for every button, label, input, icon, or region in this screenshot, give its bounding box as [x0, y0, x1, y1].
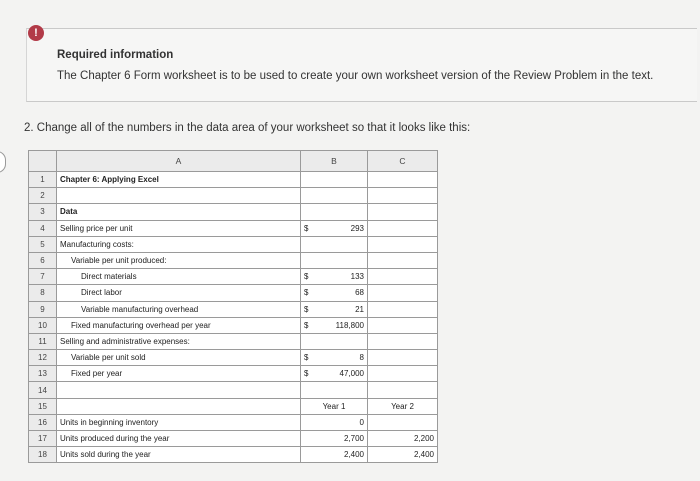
table-row: [29, 220, 438, 236]
cell-c[interactable]: [368, 172, 438, 188]
table-row: [29, 204, 438, 220]
cell-a[interactable]: Data: [57, 204, 301, 220]
table-row: [29, 382, 438, 398]
cell-a[interactable]: Units in beginning inventory: [57, 414, 301, 430]
cell-a[interactable]: Chapter 6: Applying Excel: [57, 172, 301, 188]
table-row: [29, 398, 438, 414]
currency-symbol: $: [304, 223, 309, 233]
cell-b[interactable]: [301, 172, 368, 188]
cell-a[interactable]: Fixed per year: [57, 366, 301, 382]
cell-b-value: 133: [350, 272, 364, 282]
cell-c[interactable]: [368, 285, 438, 301]
row-number: 7: [29, 269, 57, 285]
cell-c[interactable]: [368, 204, 438, 220]
row-number: 12: [29, 350, 57, 366]
row-number: 2: [29, 188, 57, 204]
table-row: [29, 414, 438, 430]
row-number: 8: [29, 285, 57, 301]
cell-a[interactable]: [57, 398, 301, 414]
cell-b[interactable]: [301, 220, 368, 236]
cell-c[interactable]: [368, 252, 438, 268]
cell-b[interactable]: [301, 236, 368, 252]
info-title: Required information: [57, 49, 174, 61]
cell-b[interactable]: [301, 252, 368, 268]
cell-a[interactable]: Selling and administrative expenses:: [57, 333, 301, 349]
cell-b[interactable]: [301, 431, 368, 447]
row-number: 6: [29, 252, 57, 268]
table-row: [29, 447, 438, 463]
cell-b-value: 47,000: [339, 369, 364, 379]
cell-a[interactable]: Units sold during the year: [57, 447, 301, 463]
column-header-row: [29, 151, 438, 172]
cell-c[interactable]: [368, 382, 438, 398]
row-number: 4: [29, 220, 57, 236]
cell-c[interactable]: [368, 236, 438, 252]
cell-a[interactable]: Fixed manufacturing overhead per year: [57, 317, 301, 333]
row-number: 1: [29, 172, 57, 188]
table-row: [29, 301, 438, 317]
table-row: [29, 285, 438, 301]
cell-b-value: 2,400: [343, 450, 364, 460]
row-number: 10: [29, 317, 57, 333]
cell-b-value: 68: [355, 288, 364, 298]
cell-b[interactable]: [301, 350, 368, 366]
row-number: 5: [29, 236, 57, 252]
cell-b[interactable]: [301, 333, 368, 349]
side-tab-handle[interactable]: [0, 151, 6, 173]
cell-b[interactable]: [301, 317, 368, 333]
cell-c[interactable]: [368, 301, 438, 317]
cell-b-value: Year 1: [322, 401, 346, 411]
cell-b[interactable]: [301, 447, 368, 463]
cell-c[interactable]: 2,400: [368, 447, 438, 463]
cell-b-value: 0: [359, 417, 364, 427]
cell-c[interactable]: Year 2: [368, 398, 438, 414]
cell-c[interactable]: 2,200: [368, 431, 438, 447]
column-header-c: C: [368, 151, 438, 172]
info-text: The Chapter 6 Form worksheet is to be used to create your own worksheet version of the Review Problem in the text.: [57, 70, 654, 82]
cell-c[interactable]: [368, 333, 438, 349]
row-number: 13: [29, 366, 57, 382]
table-row: [29, 269, 438, 285]
cell-c[interactable]: [368, 350, 438, 366]
currency-symbol: $: [304, 320, 309, 330]
cell-c[interactable]: [368, 317, 438, 333]
table-row: [29, 350, 438, 366]
table-row: [29, 431, 438, 447]
currency-symbol: $: [304, 288, 309, 298]
cell-c[interactable]: [368, 269, 438, 285]
cell-a[interactable]: Direct materials: [57, 269, 301, 285]
column-header-b: B: [301, 151, 368, 172]
table-row: [29, 317, 438, 333]
table-row: [29, 252, 438, 268]
cell-c[interactable]: [368, 366, 438, 382]
cell-a[interactable]: Units produced during the year: [57, 431, 301, 447]
cell-b[interactable]: [301, 398, 368, 414]
table-row: [29, 333, 438, 349]
currency-symbol: $: [304, 304, 309, 314]
row-number: 18: [29, 447, 57, 463]
cell-b[interactable]: [301, 269, 368, 285]
cell-a[interactable]: Variable per unit produced:: [57, 252, 301, 268]
cell-c[interactable]: [368, 220, 438, 236]
table-row: [29, 236, 438, 252]
cell-b-value: 293: [350, 223, 364, 233]
currency-symbol: $: [304, 369, 309, 379]
row-number: 15: [29, 398, 57, 414]
currency-symbol: $: [304, 272, 309, 282]
cell-a[interactable]: Selling price per unit: [57, 220, 301, 236]
cell-b[interactable]: [301, 301, 368, 317]
cell-b[interactable]: [301, 414, 368, 430]
required-information-panel: [26, 28, 697, 102]
table-row: [29, 188, 438, 204]
cell-a[interactable]: [57, 382, 301, 398]
row-number: 9: [29, 301, 57, 317]
table-row: [29, 172, 438, 188]
question-text: 2. Change all of the numbers in the data area of your worksheet so that it looks like this:: [24, 122, 471, 134]
corner-cell: [29, 151, 57, 172]
cell-a[interactable]: Manufacturing costs:: [57, 236, 301, 252]
cell-a[interactable]: Variable per unit sold: [57, 350, 301, 366]
cell-b-value: 21: [355, 304, 364, 314]
cell-c[interactable]: [368, 414, 438, 430]
column-header-a: A: [57, 151, 301, 172]
currency-symbol: $: [304, 353, 309, 363]
alert-icon: !: [28, 25, 44, 41]
row-number: 3: [29, 204, 57, 220]
table-row: [29, 366, 438, 382]
cell-b[interactable]: [301, 204, 368, 220]
cell-a[interactable]: Direct labor: [57, 285, 301, 301]
row-number: 11: [29, 333, 57, 349]
cell-b-value: 118,800: [335, 320, 364, 330]
cell-b-value: 8: [359, 353, 364, 363]
cell-a[interactable]: [57, 188, 301, 204]
cell-b[interactable]: [301, 188, 368, 204]
spreadsheet-table: [28, 150, 438, 463]
cell-b[interactable]: [301, 366, 368, 382]
row-number: 16: [29, 414, 57, 430]
row-number: 17: [29, 431, 57, 447]
row-number: 14: [29, 382, 57, 398]
cell-b-value: 2,700: [343, 434, 364, 444]
cell-a[interactable]: Variable manufacturing overhead: [57, 301, 301, 317]
cell-c[interactable]: [368, 188, 438, 204]
cell-b[interactable]: [301, 382, 368, 398]
cell-b[interactable]: [301, 285, 368, 301]
